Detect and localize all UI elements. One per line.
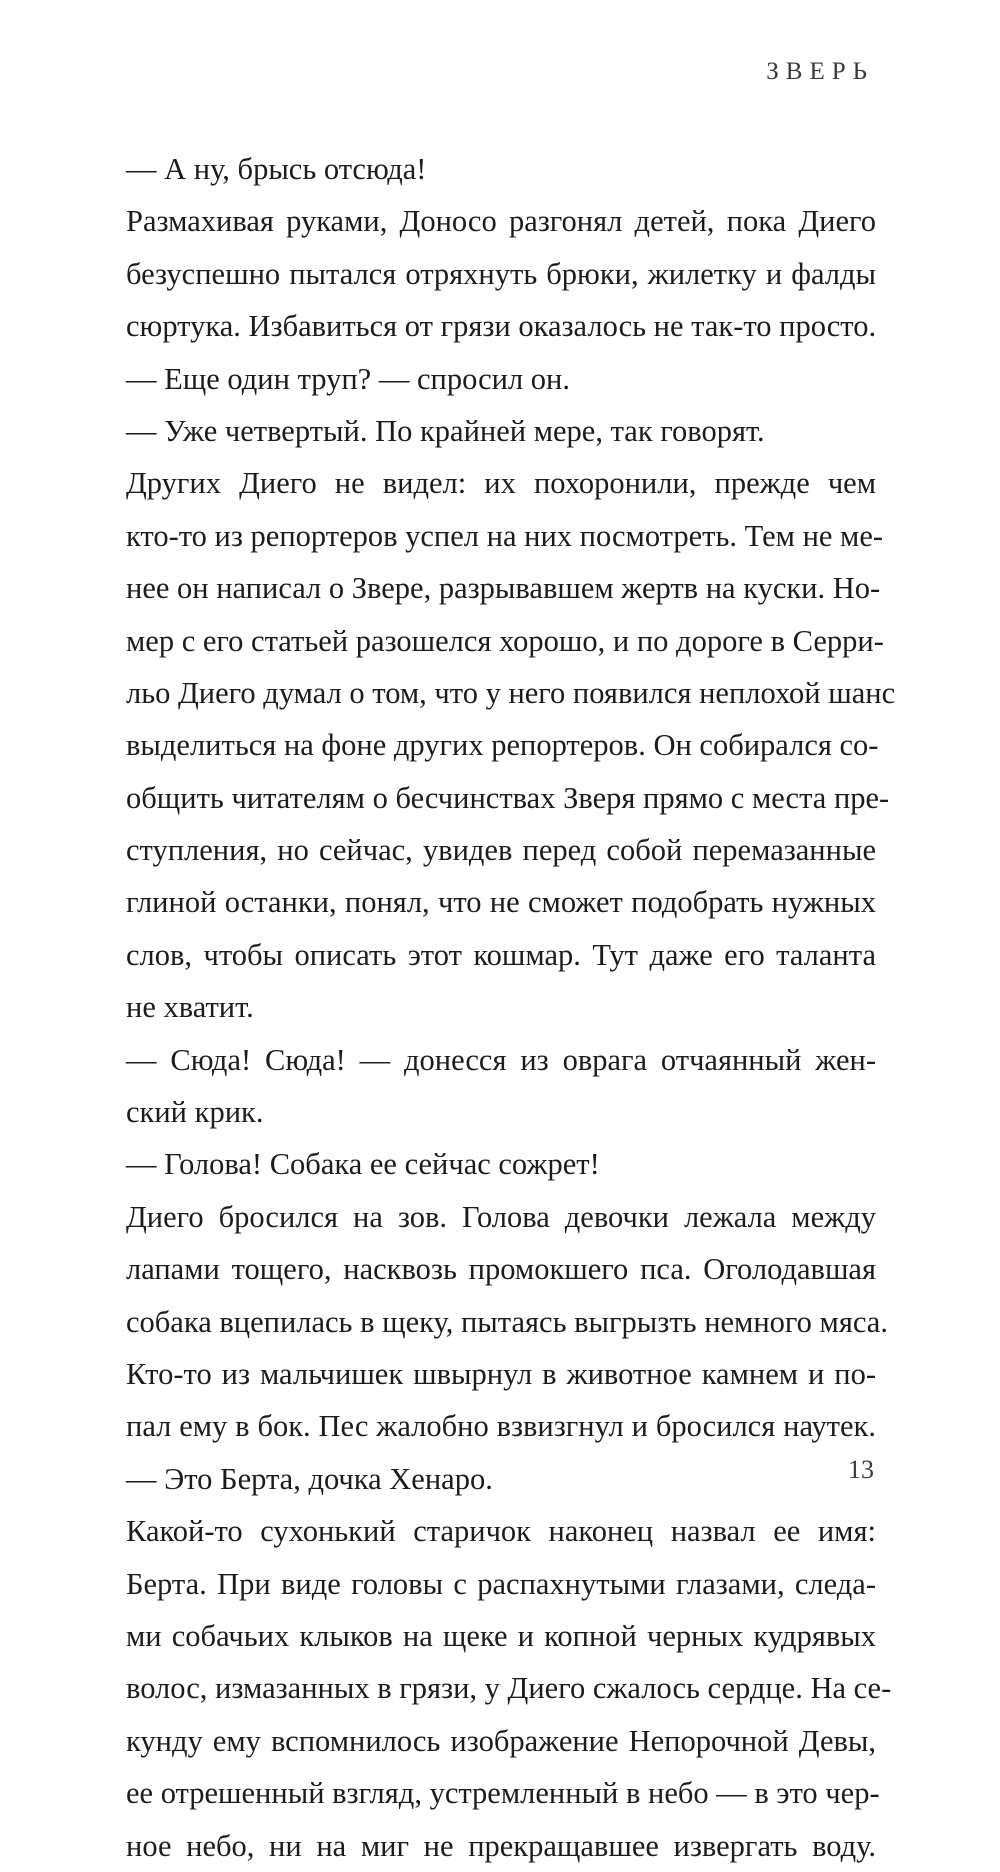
text-line: общить читателям о бесчинствах Зверя прямо с места пре-	[126, 780, 890, 815]
text-line: Какой-то сухонький старичок наконец назвал ее имя:	[126, 1514, 876, 1549]
body-text	[126, 143, 896, 1872]
text-line: — А ну, брысь отсюда!	[126, 152, 427, 186]
text-line: Других Диего не видел: их похоронили, прежде чем	[126, 466, 876, 501]
page-number: 13	[848, 1455, 874, 1484]
text-line: нее он написал о Звере, разрывавшем жертв на куски. Но-	[126, 571, 881, 606]
text-line: кунду ему вспомнилось изображение Непорочной Девы,	[126, 1723, 876, 1758]
text-line: собака вцепилась в щеку, пытаясь выгрызть немного мяса.	[126, 1304, 888, 1339]
text-line: Диего бросился на зов. Голова девочки лежала между	[126, 1199, 876, 1234]
text-line: — Уже четвертый. По крайней мере, так говорят.	[126, 413, 765, 448]
text-line: слов, чтобы описать этот кошмар. Тут даже его таланта	[126, 937, 876, 972]
text-line: ее отрешенный взгляд, устремленный в небо — в это чер-	[126, 1776, 880, 1811]
text-line: Кто-то из мальчишек швырнул в животное камнем и по-	[126, 1356, 876, 1391]
text-line: выделиться на фоне других репортеров. Он собирался со-	[126, 728, 879, 763]
text-line: ми собачьих клыков на щеке и копной черных кудрявых	[126, 1618, 876, 1653]
text-line: — Голова! Собака ее сейчас сожрет!	[126, 1147, 600, 1182]
text-line: не хватит.	[126, 990, 254, 1025]
text-line: ное небо, ни на миг не прекращавшее извергать воду.	[126, 1828, 876, 1863]
text-line: сюртука. Избавиться от грязи оказалось не так-то просто.	[126, 309, 877, 344]
text-line: Размахивая руками, Доносо разгонял детей, пока Диего	[126, 204, 876, 239]
text-line: мер с его статьей разошелся хорошо, и по дороге в Серри-	[126, 623, 884, 658]
text-line: волос, измазанных в грязи, у Диего сжалось сердце. На се-	[126, 1671, 892, 1706]
text-line: — Это Берта, дочка Хенаро.	[126, 1461, 493, 1496]
text-line: ский крик.	[126, 1095, 264, 1130]
text-line: лапами тощего, насквозь промокшего пса. Оголодавшая	[126, 1252, 876, 1287]
text-line: Берта. При виде головы с распахнутыми глазами, следа-	[126, 1566, 876, 1601]
text-line: льо Диего думал о том, что у него появился неплохой шанс	[126, 675, 896, 710]
running-head: ЗВЕРЬ	[766, 58, 874, 85]
text-line: — Еще один труп? — спросил он.	[126, 361, 570, 396]
text-line: кто-то из репортеров успел на них посмотреть. Тем не ме-	[126, 518, 884, 553]
text-line: пал ему в бок. Пес жалобно взвизгнул и бросился наутек.	[126, 1409, 876, 1444]
text-line: — Сюда! Сюда! — донесся из оврага отчаянный жен-	[126, 1042, 876, 1077]
text-line: безуспешно пытался отряхнуть брюки, жилетку и фалды	[126, 256, 876, 291]
text-line: ступления, но сейчас, увидев перед собой перемазанные	[126, 833, 876, 868]
text-line: глиной останки, понял, что не сможет подобрать нужных	[126, 885, 876, 920]
